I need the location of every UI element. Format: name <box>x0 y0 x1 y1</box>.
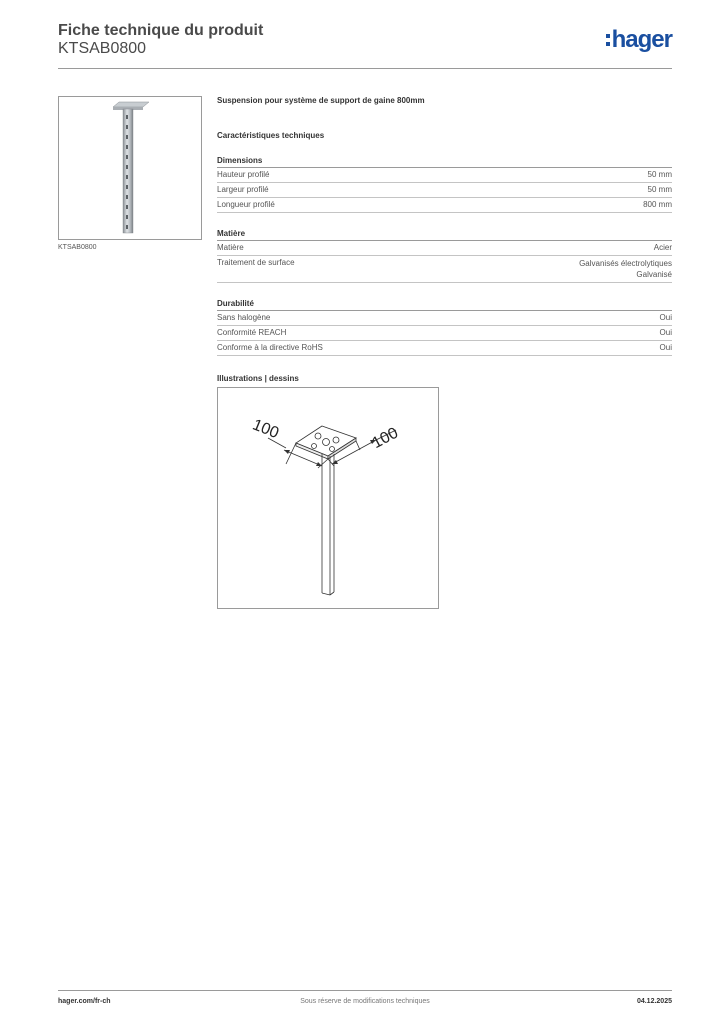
spec-value-line: Galvanisé <box>636 270 672 279</box>
spec-value: Oui <box>659 313 672 322</box>
technical-drawing <box>217 387 439 609</box>
spec-row <box>217 241 672 256</box>
logo-text: hager <box>611 26 672 53</box>
image-caption: KTSAB0800 <box>58 244 97 251</box>
spec-row <box>217 326 672 341</box>
spec-value: 50 mm <box>647 185 672 194</box>
dimensions-title: Dimensions <box>217 156 672 168</box>
spec-row <box>217 341 672 356</box>
spec-value: 50 mm <box>647 170 672 179</box>
spec-row <box>217 311 672 326</box>
footer-disclaimer: Sous réserve de modifications techniques <box>300 998 430 1005</box>
header-divider <box>58 68 672 69</box>
tech-characteristics-heading: Caractéristiques techniques <box>217 131 325 140</box>
spec-label: Longueur profilé <box>217 200 275 209</box>
spec-label: Conformité REACH <box>217 328 287 337</box>
dimensions-group <box>217 156 672 213</box>
illustrations-heading: Illustrations | dessins <box>217 374 299 383</box>
spec-label: Matière <box>217 243 244 252</box>
page-title: Fiche technique du produit <box>58 22 264 39</box>
spec-value: Oui <box>659 343 672 352</box>
spec-row <box>217 256 672 283</box>
product-code: KTSAB0800 <box>58 40 147 57</box>
spec-row <box>217 168 672 183</box>
suspension-rod-photo-icon <box>59 97 201 239</box>
spec-value: Oui <box>659 328 672 337</box>
spec-value-multi <box>579 258 672 280</box>
spec-label: Conforme à la directive RoHS <box>217 343 323 352</box>
dimension-left-label: 100 <box>250 416 282 443</box>
footer-website-link[interactable]: hager.com/fr-ch <box>58 998 111 1005</box>
durability-group <box>217 299 672 356</box>
footer-date: 04.12.2025 <box>636 998 672 1005</box>
material-group <box>217 229 672 283</box>
spec-row <box>217 198 672 213</box>
dimension-drawing-icon <box>218 388 438 608</box>
dimension-right-label: 100 <box>369 424 402 453</box>
spec-label: Largeur profilé <box>217 185 269 194</box>
material-title: Matière <box>217 229 672 241</box>
spec-label: Sans halogène <box>217 313 271 322</box>
spec-label: Traitement de surface <box>217 258 295 267</box>
spec-value: Acier <box>653 243 672 252</box>
spec-label: Hauteur profilé <box>217 170 270 179</box>
product-image <box>58 96 202 240</box>
spec-value: 800 mm <box>643 200 672 209</box>
logo-dots-icon <box>606 34 610 46</box>
product-description: Suspension pour système de support de gaine 800mm <box>217 96 425 105</box>
hager-logo <box>606 28 672 52</box>
product-details <box>217 96 672 383</box>
footer-divider <box>58 990 672 991</box>
spec-value-line: Galvanisés électrolytiques <box>579 259 672 268</box>
durability-title: Durabilité <box>217 299 672 311</box>
page-footer <box>58 998 672 1010</box>
spec-row <box>217 183 672 198</box>
page-header <box>58 22 672 68</box>
